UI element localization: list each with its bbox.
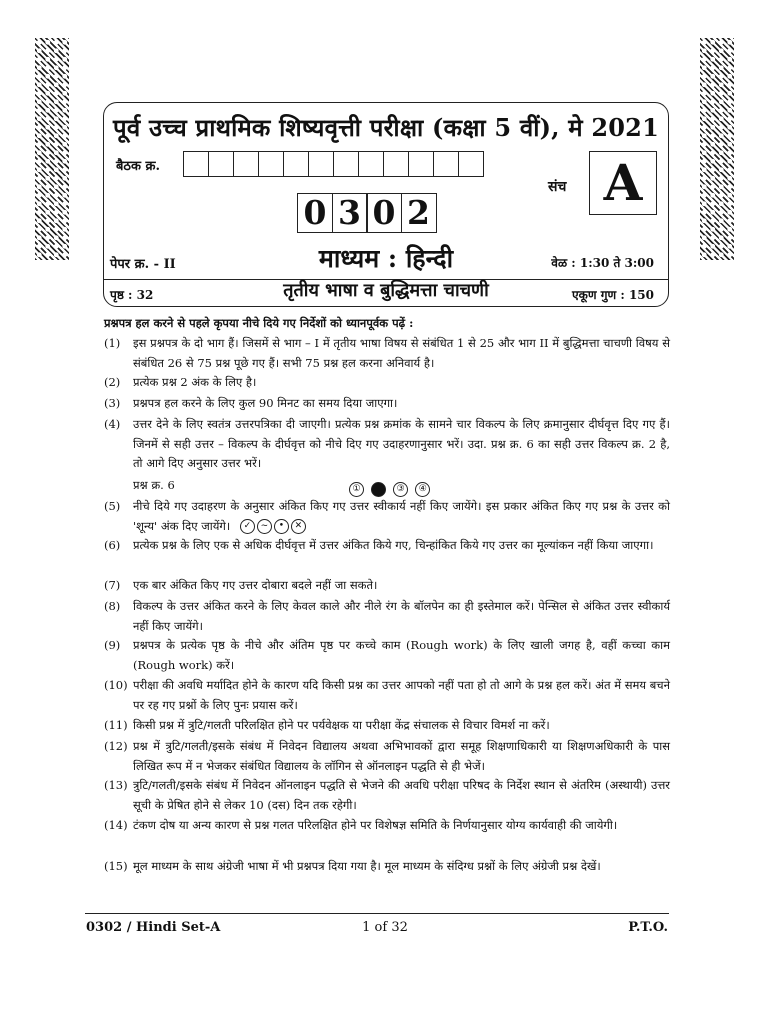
- instruction-item: (15) मूल माध्यम के साथ अंग्रेजी भाषा में भी प्रश्नपत्र दिया गया है। मूल माध्यम के संदिग्ध प्रश्नों के लिए अंग्रेजी प्रश्न देखें।: [104, 859, 601, 873]
- seat-digit-box[interactable]: [458, 151, 484, 177]
- code-digit: 3: [332, 193, 368, 233]
- page-number: 1 of 32: [362, 920, 408, 935]
- footer-divider: [85, 913, 669, 914]
- instruction-item: (13) त्रुटि/गलती/इसके संबंध में निवेदन ऑनलाइन पद्धति से भेजने की अवधि परीक्षा परिषद के निर्देश स्थान से अंतरिम (अस्थायी) उत्तर सूची के प्रेषित होने से लेकर 10 (दस) दिन तक रहेगी।: [104, 778, 670, 812]
- bubble-option-2-filled: [371, 482, 386, 497]
- footer-paper-code: 0302 / Hindi Set-A: [86, 920, 221, 935]
- seat-digit-box[interactable]: [208, 151, 234, 177]
- decorative-border-right: [700, 38, 734, 260]
- set-label: संच: [548, 179, 567, 195]
- instruction-item: (8) विकल्प के उत्तर अंकित करने के लिए केवल काले और नीले रंग के बॉलपेन का ही इस्तेमाल करें। पेन्सिल से अंकित उत्तर स्वीकार्य नहीं किए जायेंगे।: [104, 599, 670, 633]
- medium: माध्यम : हिन्दी: [318, 244, 454, 273]
- seat-digit-box[interactable]: [233, 151, 259, 177]
- exam-title: पूर्व उच्च प्राथमिक शिष्यवृत्ती परीक्षा (कक्षा 5 वीं), मे 2021: [113, 113, 659, 142]
- instruction-item: (6) प्रत्येक प्रश्न के लिए एक से अधिक दीर्घवृत्त में उत्तर अंकित किये गए, चिन्हांकित किये गए उत्तर का मूल्यांकन नहीं किया जाएगा।: [104, 538, 654, 552]
- bubble-option-4: ④: [415, 482, 430, 497]
- example-question-label: प्रश्न क्र. 6: [133, 478, 175, 492]
- code-digit: 0: [297, 193, 333, 233]
- instruction-item: (1) इस प्रश्नपत्र के दो भाग हैं। जिसमें से भाग – I में तृतीय भाषा विषय से संबंधित 1 से 25 और भाग II में बुद्धिमत्ता चाचणी विषय से संबंधित 26 से 75 प्रश्न पूछे गए हैं। सभी 75 प्रश्न हल करना अनिवार्य है।: [104, 336, 670, 370]
- instruction-item: (4) उत्तर देने के लिए स्वतंत्र उत्तरपत्रिका दी जाएगी। प्रत्येक प्रश्न क्रमांक के सामने चार विकल्प के लिए क्रमानुसार दीर्घवृत्त दिए गए हैं। जिनमें से सही उत्तर – विकल्प के दीर्घवृत्त को नीचे दिए गए उदाहरणानुसार भरें। उदा. प्रश्न क्र. 6 का सही उत्तर विकल्प क्र. 2 है, तो आगे दिए अनुसार उत्तर भरें।: [104, 417, 670, 470]
- instruction-item: (3) प्रश्नपत्र हल करने के लिए कुल 90 मिनट का समय दिया जाएगा।: [104, 396, 398, 410]
- instruction-item: (12) प्रश्न में त्रुटि/गलती/इसके संबंध में निवेदन विद्यालय अथवा अभिभावकों द्वारा समूह शिक्षणाधिकारी या शिक्षणअधिकारी के पास लिखित रूप में न भेजकर संबंधित विद्यालय के लॉगिन से ऑनलाइन पद्धति से ही भेजें।: [104, 739, 670, 773]
- bubble-option-1: ①: [349, 482, 364, 497]
- instruction-item: (2) प्रत्येक प्रश्न 2 अंक के लिए है।: [104, 375, 257, 389]
- invalid-cross-mark: ✕: [291, 519, 306, 534]
- subject: तृतीय भाषा व बुद्धिमत्ता चाचणी: [283, 280, 489, 301]
- instruction-item: (11) किसी प्रश्न में त्रुटि/गलती परिलक्षित होने पर पर्यवेक्षक या परीक्षा केंद्र संचालक से विचार विमर्श ना करें।: [104, 718, 550, 732]
- seat-digit-box[interactable]: [383, 151, 409, 177]
- seat-digit-box[interactable]: [308, 151, 334, 177]
- paper-number: पेपर क्र. - II: [110, 257, 176, 272]
- seat-number-boxes[interactable]: [183, 151, 483, 177]
- instruction-item: (5) नीचे दिये गए उदाहरण के अनुसार अंकित किए गए उत्तर स्वीकार्य नहीं किए जायेंगे। इस प्रकार अंकित किए गए प्रश्न के उत्तर को 'शून्य' अंक दिए जायेंगे। ✓ ~ • ✕: [104, 499, 670, 533]
- exam-header: [103, 102, 669, 307]
- seat-digit-box[interactable]: [283, 151, 309, 177]
- please-turn-over: P.T.O.: [628, 920, 668, 935]
- exam-time: वेळ : 1:30 ते 3:00: [551, 256, 654, 270]
- total-marks: एकूण गुण : 150: [572, 288, 654, 302]
- instruction-item: (10) परीक्षा की अवधि मर्यादित होने के कारण यदि किसी प्रश्न का उत्तर आपको नहीं पता हो तो आगे के प्रश्न हल करें। अंत में समय बचने पर रह गए प्रश्नों के लिए पुनः प्रयास करें।: [104, 678, 670, 712]
- seat-digit-box[interactable]: [333, 151, 359, 177]
- seat-number-label: बैठक क्र.: [116, 159, 160, 174]
- seat-digit-box[interactable]: [258, 151, 284, 177]
- invalid-dot-mark: •: [274, 519, 289, 534]
- paper-code: [297, 193, 435, 233]
- invalid-mark-examples: [240, 519, 308, 533]
- set-code: A: [589, 151, 657, 215]
- instruction-item: (9) प्रश्नपत्र के प्रत्येक पृष्ठ के नीचे और अंतिम पृष्ठ पर कच्चे काम (Rough work) के लिए खाली जगह है, वहीं कच्चा काम (Rough work) करें।: [104, 638, 670, 672]
- page-count: पृष्ठ : 32: [110, 288, 154, 302]
- code-digit: 2: [401, 193, 437, 233]
- example-answer-bubbles: [349, 479, 432, 498]
- invalid-tick-mark: ✓: [240, 519, 255, 534]
- invalid-scribble-mark: ~: [257, 519, 272, 534]
- seat-digit-box[interactable]: [358, 151, 384, 177]
- seat-digit-box[interactable]: [433, 151, 459, 177]
- instruction-item: (7) एक बार अंकित किए गए उत्तर दोबारा बदले नहीं जा सकते।: [104, 578, 378, 592]
- seat-digit-box[interactable]: [408, 151, 434, 177]
- instructions-heading: प्रश्नपत्र हल करने से पहले कृपया नीचे दिये गए निर्देशों को ध्यानपूर्वक पढ़ें :: [104, 316, 414, 330]
- seat-digit-box[interactable]: [183, 151, 209, 177]
- code-digit: 0: [366, 193, 402, 233]
- decorative-border-left: [35, 38, 69, 260]
- instruction-item: (14) टंकण दोष या अन्य कारण से प्रश्न गलत परिलक्षित होने पर विशेषज्ञ समिति के निर्णयानुसार योग्य कार्यवाही की जायेगी।: [104, 818, 618, 832]
- bubble-option-3: ③: [393, 482, 408, 497]
